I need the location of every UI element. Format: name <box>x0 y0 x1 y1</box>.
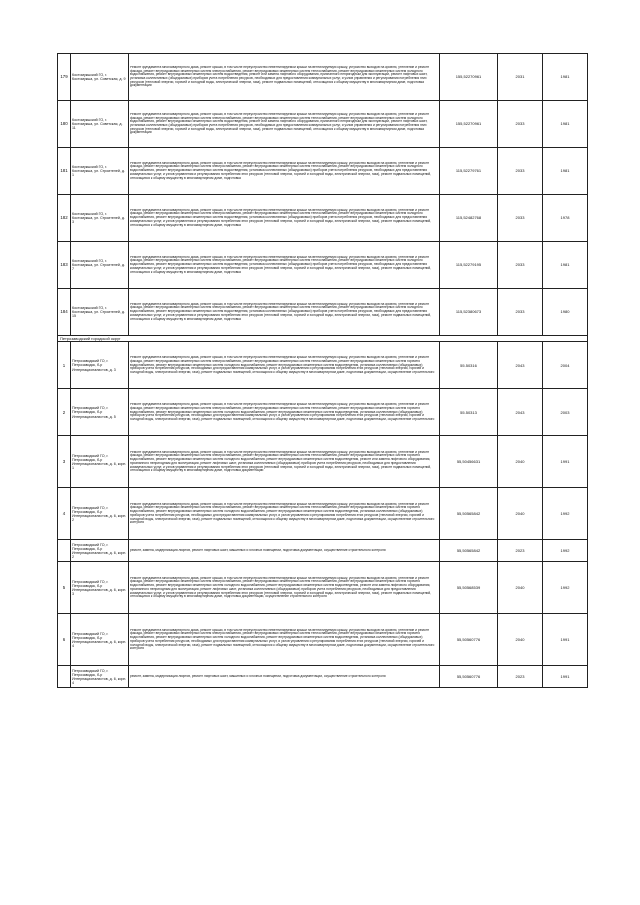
built-year-cell <box>543 289 588 336</box>
area-cell-text: 115,52279195 <box>455 263 482 267</box>
planned-year-cell <box>498 436 543 488</box>
built-year-cell-text: 1992 <box>560 586 570 590</box>
planned-year-cell-text: 2023 <box>515 675 525 679</box>
table-row <box>58 540 588 562</box>
works-cell <box>129 488 440 540</box>
works-cell <box>129 562 440 614</box>
works-cell <box>129 242 440 289</box>
planned-year-cell <box>498 195 543 242</box>
area-cell <box>440 666 498 688</box>
address-cell-text: Петрозаводский ГО, г. Петрозаводск, б-р Интернационалистов, д. 6, корп. 4 <box>72 668 127 686</box>
table-row <box>58 195 588 242</box>
works-cell-text: Ремонт фундамента многоквартирного дома, ремонт крыши, в том числе переустройство невентилируемой крыши на вентилируемую крышу, устройство выходов на кровлю, утепление и ремонт фасада, ремонт внутридомовых инженерных систем электроснабжения, ремонт внутридомовых инженерных систем теплоснабжения, ремонт внутридомовых инженерных систем горячего водоснабжения, ремонт внутридомовых инженерных систем холодного водоснабжения, ремонт внутридомовых инженерных систем водоотведения, установка коллективных (общедомовых) приборов учета потребления ресурсов, необходимых для предоставления коммунальных услуг, и узлов управления и регулирования потребления этих ресурсов (тепловой энергии, горячей и холодной воды, электрической энергии, газа), ремонт подвальных помещений, относящихся к общему имуществу в многоквартирном доме, подготовка документации, осуществление строительного <box>130 403 435 421</box>
row-number-text: 6 <box>62 638 66 642</box>
built-year-cell <box>543 101 588 148</box>
works-cell-text: ремонт, замена, модернизация лифтов, ремонт лифтовых шахт, машинных и блочных помещений, подготовка документации, осуществление строительного контроля <box>130 675 386 679</box>
area-cell <box>440 436 498 488</box>
area-cell <box>440 540 498 562</box>
works-cell <box>129 666 440 688</box>
built-year-cell <box>543 436 588 488</box>
table-row <box>58 488 588 540</box>
built-year-cell <box>543 540 588 562</box>
row-number-text: 4 <box>62 512 66 516</box>
address-cell <box>71 101 129 148</box>
area-cell <box>440 488 498 540</box>
area-cell <box>440 389 498 436</box>
planned-year-cell <box>498 54 543 101</box>
table-row <box>58 389 588 436</box>
area-cell-text: 55,50560776 <box>456 638 481 642</box>
built-year-cell-text: 1981 <box>560 122 570 126</box>
address-cell <box>71 540 129 562</box>
area-cell <box>440 562 498 614</box>
row-number <box>58 540 71 562</box>
works-cell <box>129 54 440 101</box>
built-year-cell-text: 1980 <box>560 310 570 314</box>
works-cell-text: Ремонт фундамента многоквартирного дома, ремонт крыши, в том числе переустройство невентилируемой крыши на вентилируемую крышу, устройство выходов на кровлю, утепление и ремонт фасада, ремонт внутридомовых инженерных систем электроснабжения, ремонт внутридомовых инженерных систем теплоснабжения, ремонт внутридомовых инженерных систем горячего водоснабжения, ремонт внутридомовых инженерных систем холодного водоснабжения, ремонт внутридомовых инженерных систем водоотведения, установка коллективных (общедомовых) приборов учета потребления ресурсов, необходимых для предоставления коммунальных услуг, и узлов управления и регулирования потребления этих ресурсов (тепловой энергии, горячей и холодной воды, электрической энергии, газа), ремонт подвальных помещений, относящихся к общему имуществу в многоквартирном доме, подготовка документации, осуществление строительного <box>130 356 435 374</box>
table-body-petrozavodsk <box>58 342 588 688</box>
built-year-cell-text: 1991 <box>560 675 570 679</box>
planned-year-cell-text: 2033 <box>515 263 525 267</box>
address-cell <box>71 54 129 101</box>
row-number <box>58 242 71 289</box>
address-cell <box>71 666 129 688</box>
table-row <box>58 614 588 666</box>
area-cell-text: 55,50565842 <box>456 549 481 553</box>
built-year-cell <box>543 342 588 389</box>
area-cell <box>440 54 498 101</box>
planned-year-cell-text: 2033 <box>515 216 525 220</box>
row-number-text: 181 <box>60 169 68 173</box>
row-number <box>58 54 71 101</box>
table-body-kostomuksha <box>58 54 588 336</box>
address-cell-text: Петрозаводский ГО, г. Петрозаводск, б-р Интернационалистов, д. 3 <box>72 359 116 372</box>
address-cell-text: Петрозаводский ГО, г. Петрозаводск, б-р Интернационалистов, д. 6, корп. 4 <box>72 631 127 649</box>
planned-year-cell-text: 2033 <box>515 310 525 314</box>
area-cell-text: 55,50313 <box>460 410 477 415</box>
area-cell <box>440 242 498 289</box>
address-cell-text: Костомукшский ГО, г. Костомукша, ул. Строителей, д. 1 <box>72 164 125 178</box>
repair-program-table <box>57 53 588 688</box>
address-cell <box>71 195 129 242</box>
row-number-text: 2 <box>62 410 66 415</box>
area-cell <box>440 101 498 148</box>
planned-year-cell-text: 2040 <box>515 460 525 464</box>
works-cell <box>129 436 440 488</box>
row-number <box>58 614 71 666</box>
table-row <box>58 436 588 488</box>
area-cell <box>440 342 498 389</box>
area-cell-text: 155,52270961 <box>455 122 482 126</box>
table-row <box>58 562 588 614</box>
area-cell <box>440 614 498 666</box>
built-year-cell-text: 1992 <box>560 512 570 516</box>
row-number <box>58 436 71 488</box>
planned-year-cell <box>498 342 543 389</box>
area-cell <box>440 289 498 336</box>
row-number-text: 1 <box>62 363 66 368</box>
address-cell <box>71 614 129 666</box>
row-number-text: 180 <box>60 122 68 126</box>
table-row <box>58 101 588 148</box>
works-cell <box>129 540 440 562</box>
table-row <box>58 342 588 389</box>
built-year-cell-text: 1991 <box>560 638 570 642</box>
address-cell <box>71 289 129 336</box>
built-year-cell-text: 1981 <box>560 263 570 267</box>
address-cell <box>71 389 129 436</box>
document-page <box>57 53 587 688</box>
planned-year-cell <box>498 289 543 336</box>
works-cell-text: ремонт, замена, модернизация лифтов, ремонт лифтовых шахт, машинных и блочных помещений, подготовка документации, осуществление строительного контроля <box>130 549 386 553</box>
row-number-text: 179 <box>60 75 68 79</box>
area-cell-text: 115,52279761 <box>455 169 482 173</box>
area-cell-text: 55,50568539 <box>456 586 481 590</box>
works-cell-text: Ремонт фундамента многоквартирного дома, ремонт крыши, в том числе переустройство невентилируемой крыши на вентилируемую крышу, устройство выходов на кровлю, утепление и ремонт фасада, ремонт внутридомовых инженерных систем электроснабжения, ремонт внутридомовых инженерных систем теплоснабжения, ремонт внутридомовых инженерных систем холодного водоснабжения, ремонт внутридомовых инженерных систем водоотведения, установка коллективных (общедомовых) приборов учета потребления ресурсов, необходимых для предоставления коммунальных услуг, и узлов управления и регулирования потребления этих ресурсов (тепловой энергии, горячей и холодной воды, электрической энергии, газа), ремонт подвальных помещений, относящихся к общему имуществу в многоквартирном доме, подготовка <box>130 255 432 274</box>
built-year-cell <box>543 614 588 666</box>
built-year-cell <box>543 242 588 289</box>
area-cell-text: 55,50316 <box>460 363 477 368</box>
built-year-cell-text: 1981 <box>560 75 570 79</box>
built-year-cell-text: 1981 <box>560 169 570 173</box>
address-cell <box>71 562 129 614</box>
works-cell <box>129 389 440 436</box>
address-cell-text: Петрозаводский ГО, г. Петрозаводск, б-р Интернационалистов, д. 5 <box>72 406 116 419</box>
area-cell-text: 55,50560776 <box>456 675 481 679</box>
planned-year-cell <box>498 242 543 289</box>
area-cell-text: 155,52270961 <box>455 75 482 79</box>
planned-year-cell <box>498 488 543 540</box>
address-cell <box>71 488 129 540</box>
planned-year-cell-text: 2043 <box>515 363 525 368</box>
row-number <box>58 488 71 540</box>
planned-year-cell-text: 2023 <box>515 549 525 553</box>
works-cell-text: Ремонт фундамента многоквартирного дома, ремонт крыши, в том числе переустройство невентилируемой крыши на вентилируемую крышу, устройство выходов на кровлю, утепление и ремонт фасада, ремонт внутридомовых инженерных систем электроснабжения, ремонт внутридомовых инженерных систем теплоснабжения, ремонт внутридомовых инженерных систем горячего водоснабжения, ремонт внутридомовых инженерных систем холодного водоснабжения, ремонт внутридомовых инженерных систем водоотведения, установка коллективных (общедомовых) приборов учета потребления ресурсов, необходимых для предоставления коммунальных услуг, и узлов управления и регулирования потребления этих ресурсов (тепловой энергии, горячей и холодной воды, электрической энергии, газа), ремонт подвальных помещений, относящихся к общему имуществу в многоквартирном доме, подготовка документации, осуществление строительного контроля <box>130 628 435 651</box>
planned-year-cell-text: 2043 <box>515 410 525 415</box>
built-year-cell-text: 1991 <box>560 460 570 464</box>
address-cell-text: Костомукшский ГО, г. Костомукша, ул. Строителей, д. 7 <box>72 258 125 272</box>
built-year-cell <box>543 488 588 540</box>
row-number <box>58 342 71 389</box>
works-cell-text: Ремонт фундамента многоквартирного дома, ремонт крыши, в том числе переустройство невентилируемой крыши на вентилируемую крышу, устройство выходов на кровлю, утепление и ремонт фасада, ремонт внутридомовых инженерных систем электроснабжения, ремонт внутридомовых инженерных систем теплоснабжения, ремонт внутридомовых инженерных систем холодного водоснабжения, ремонт внутридомовых инженерных систем водоотведения, установка коллективных (общедомовых) приборов учета потребления ресурсов, необходимых для предоставления коммунальных услуг, и узлов управления и регулирования потребления этих ресурсов (тепловой энергии, горячей и холодной воды, электрической энергии, газа), ремонт подвальных помещений, относящихся к общему имуществу в многоквартирном доме, подготовка <box>130 161 432 180</box>
table-row <box>58 289 588 336</box>
built-year-cell <box>543 666 588 688</box>
address-cell <box>71 436 129 488</box>
row-number <box>58 101 71 148</box>
area-cell-text: 55,50565842 <box>456 512 481 516</box>
built-year-cell <box>543 54 588 101</box>
row-number-text: 182 <box>60 216 68 220</box>
planned-year-cell <box>498 389 543 436</box>
planned-year-cell <box>498 666 543 688</box>
works-cell-text: Ремонт фундамента многоквартирного дома, ремонт крыши, в том числе переустройство невентилируемой крыши на вентилируемую крышу, устройство выходов на кровлю, утепление и ремонт фасада, ремонт внутридомовых инженерных систем электроснабжения, ремонт внутридомовых инженерных систем теплоснабжения, ремонт внутридомовых инженерных систем холодного водоснабжения, ремонт внутридомовых инженерных систем водоотведения, установка коллективных (общедомовых) приборов учета потребления ресурсов, необходимых для предоставления коммунальных услуг, и узлов управления и регулирования потребления этих ресурсов (тепловой энергии, горячей и холодной воды, электрической энергии, газа), ремонт подвальных помещений, относящихся к общему имуществу в многоквартирном доме, подготовка <box>130 302 432 321</box>
planned-year-cell-text: 2040 <box>515 512 525 516</box>
built-year-cell-text: 1992 <box>560 549 570 553</box>
row-number <box>58 562 71 614</box>
table-row <box>58 242 588 289</box>
works-cell <box>129 342 440 389</box>
row-number-text: 3 <box>62 460 66 464</box>
address-cell-text: Костомукшский ГО, г. Костомукша, ул. Строителей, д. 3 <box>72 211 125 225</box>
planned-year-cell-text: 2031 <box>515 75 525 79</box>
works-cell-text: Ремонт фундамента многоквартирного дома, ремонт крыши, в том числе переустройство невентилируемой крыши на вентилируемую крышу, устройство выходов на кровлю, утепление и ремонт фасада, ремонт внутридомовых инженерных систем электроснабжения, ремонт внутридомовых инженерных систем теплоснабжения, ремонт внутридомовых инженерных систем холодного водоснабжения, ремонт внутридомовых инженерных систем водоотведения, ремонт или замена лифтового оборудования, признанного непригодным для эксплуатации, ремонт лифтовых шахт, установка коллективных (общедомовых) приборов учета потребления ресурсов, необходимых для предоставления коммунальных услуг, и узлов управления и регулирования потребления этих ресурсов (тепловой энергии, горячей и холодной воды, электрической энергии, газа), ремонт подвальных помещений, относящихся к общему имуществу в многоквартирном доме, подготовка документации <box>130 112 430 135</box>
address-cell <box>71 342 129 389</box>
built-year-cell-text: 2003 <box>560 410 570 415</box>
address-cell-text: Петрозаводский ГО, г. Петрозаводск, б-р Интернационалистов, д. 6, корп. 1 <box>72 453 127 471</box>
row-number <box>58 389 71 436</box>
area-cell-text: 115,52482768 <box>455 216 482 220</box>
planned-year-cell-text: 2033 <box>515 122 525 126</box>
row-number-text: 183 <box>60 263 68 267</box>
works-cell <box>129 101 440 148</box>
planned-year-cell-text: 2033 <box>515 169 525 173</box>
address-cell-text: Костомукшский ГО, г. Костомукша, ул. Советская, д. 11 <box>72 117 123 131</box>
row-number-text: 5 <box>62 586 66 590</box>
planned-year-cell-text: 2040 <box>515 586 525 590</box>
built-year-cell <box>543 389 588 436</box>
area-cell <box>440 195 498 242</box>
planned-year-cell <box>498 562 543 614</box>
row-number <box>58 195 71 242</box>
planned-year-cell <box>498 614 543 666</box>
address-cell-text: Петрозаводский ГО, г. Петрозаводск, б-р Интернационалистов, д. 6, корп. 2 <box>72 542 127 560</box>
row-number <box>58 289 71 336</box>
section-title: Петрозаводский городской округ <box>58 336 588 342</box>
built-year-cell <box>543 195 588 242</box>
planned-year-cell-text: 2040 <box>515 638 525 642</box>
table-row <box>58 54 588 101</box>
works-cell <box>129 289 440 336</box>
address-cell-text: Петрозаводский ГО, г. Петрозаводск, б-р Интернационалистов, д. 6, корп. 2 <box>72 505 127 523</box>
works-cell <box>129 614 440 666</box>
address-cell-text: Петрозаводский ГО, г. Петрозаводск, б-р Интернационалистов, д. 6, корп. 3 <box>72 579 127 597</box>
works-cell-text: Ремонт фундамента многоквартирного дома, ремонт крыши, в том числе переустройство невентилируемой крыши на вентилируемую крышу, устройство выходов на кровлю, утепление и ремонт фасада, ремонт внутридомовых инженерных систем электроснабжения, ремонт внутридомовых инженерных систем теплоснабжения, ремонт внутридомовых инженерных систем холодного водоснабжения, ремонт внутридомовых инженерных систем водоотведения, установка коллективных (общедомовых) приборов учета потребления ресурсов, необходимых для предоставления коммунальных услуг, и узлов управления и регулирования потребления этих ресурсов (тепловой энергии, горячей и холодной воды, электрической энергии, газа), ремонт подвальных помещений, относящихся к общему имуществу в многоквартирном доме, подготовка <box>130 208 432 227</box>
row-number <box>58 666 71 688</box>
works-cell-text: Ремонт фундамента многоквартирного дома, ремонт крыши, в том числе переустройство невентилируемой крыши на вентилируемую крышу, устройство выходов на кровлю, утепление и ремонт фасада, ремонт внутридомовых инженерных систем электроснабжения, ремонт внутридомовых инженерных систем теплоснабжения, ремонт внутридомовых инженерных систем горячего водоснабжения, ремонт внутридомовых инженерных систем холодного водоснабжения, ремонт внутридомовых инженерных систем водоотведения, ремонт или замена лифтового оборудования, признанного непригодным для эксплуатации, ремонт лифтовых шахт, установка коллективных (общедомовых) приборов учета потребления ресурсов, необходимых для предоставления коммунальных услуг, и узлов управления и регулирования потребления этих ресурсов (тепловой энергии, горячей и холодной воды, электрической энергии, газа), ремонт подвальных помещений, относящихся к общему имуществу в многоквартирном доме, подготовка документации, осуществление строительного контроля <box>130 576 432 599</box>
built-year-cell <box>543 148 588 195</box>
address-cell <box>71 242 129 289</box>
planned-year-cell <box>498 148 543 195</box>
planned-year-cell <box>498 540 543 562</box>
works-cell-text: Ремонт фундамента многоквартирного дома, ремонт крыши, в том числе переустройство невентилируемой крыши на вентилируемую крышу, устройство выходов на кровлю, утепление и ремонт фасада, ремонт внутридомовых инженерных систем электроснабжения, ремонт внутридомовых инженерных систем теплоснабжения, ремонт внутридомовых инженерных систем холодного водоснабжения, ремонт внутридомовых инженерных систем водоотведения, ремонт или замена лифтового оборудования, признанного непригодным для эксплуатации, ремонт лифтовых шахт, установка коллективных (общедомовых) приборов учета потребления ресурсов, необходимых для предоставления коммунальных услуг, и узлов управления и регулирования потребления этих ресурсов (тепловой энергии, горячей и холодной воды, электрической энергии, газа), ремонт подвальных помещений, относящихся к общему имуществу в многоквартирном доме, подготовка документации <box>130 65 430 88</box>
built-year-cell-text: 2004 <box>560 363 570 368</box>
works-cell-text: Ремонт фундамента многоквартирного дома, ремонт крыши, в том числе переустройство невентилируемой крыши на вентилируемую крышу, устройство выходов на кровлю, утепление и ремонт фасада, ремонт внутридомовых инженерных систем электроснабжения, ремонт внутридомовых инженерных систем теплоснабжения, ремонт внутридомовых инженерных систем горячего водоснабжения, ремонт внутридомовых инженерных систем холодного водоснабжения, ремонт внутридомовых инженерных систем водоотведения, ремонт или замена лифтового оборудования, признанного непригодным для эксплуатации, ремонт лифтовых шахт, установка коллективных (общедомовых) приборов учета потребления ресурсов, необходимых для предоставления коммунальных услуг, и узлов управления и регулирования потребления этих ресурсов (тепловой энергии, горячей и холодной воды, электрической энергии, газа), ремонт подвальных помещений, относящихся к общему имуществу в многоквартирном доме, подготовка документации <box>130 450 432 473</box>
area-cell <box>440 148 498 195</box>
area-cell-text: 55,50456631 <box>456 460 481 464</box>
table-row <box>58 666 588 688</box>
built-year-cell <box>543 562 588 614</box>
works-cell-text: Ремонт фундамента многоквартирного дома, ремонт крыши, в том числе переустройство невентилируемой крыши на вентилируемую крышу, устройство выходов на кровлю, утепление и ремонт фасада, ремонт внутридомовых инженерных систем электроснабжения, ремонт внутридомовых инженерных систем теплоснабжения, ремонт внутридомовых инженерных систем горячего водоснабжения, ремонт внутридомовых инженерных систем холодного водоснабжения, ремонт внутридомовых инженерных систем водоотведения, установка коллективных (общедомовых) приборов учета потребления ресурсов, необходимых для предоставления коммунальных услуг, и узлов управления и регулирования потребления этих ресурсов (тепловой энергии, горячей и холодной воды, электрической энергии, газа), ремонт подвальных помещений, относящихся к общему имуществу в многоквартирном доме, подготовка документации, осуществление строительного контроля <box>130 502 435 525</box>
row-number-text: 184 <box>60 310 68 314</box>
planned-year-cell <box>498 101 543 148</box>
area-cell-text: 115,52380673 <box>455 310 482 314</box>
address-cell-text: Костомукшский ГО, г. Костомукша, ул. Строителей, д. 15 <box>72 305 125 319</box>
table-row <box>58 148 588 195</box>
built-year-cell-text: 1978 <box>560 216 570 220</box>
address-cell-text: Костомукшский ГО, г. Костомукша, ул. Советская, д. 9 <box>72 72 126 81</box>
row-number <box>58 148 71 195</box>
address-cell <box>71 148 129 195</box>
works-cell <box>129 195 440 242</box>
works-cell <box>129 148 440 195</box>
